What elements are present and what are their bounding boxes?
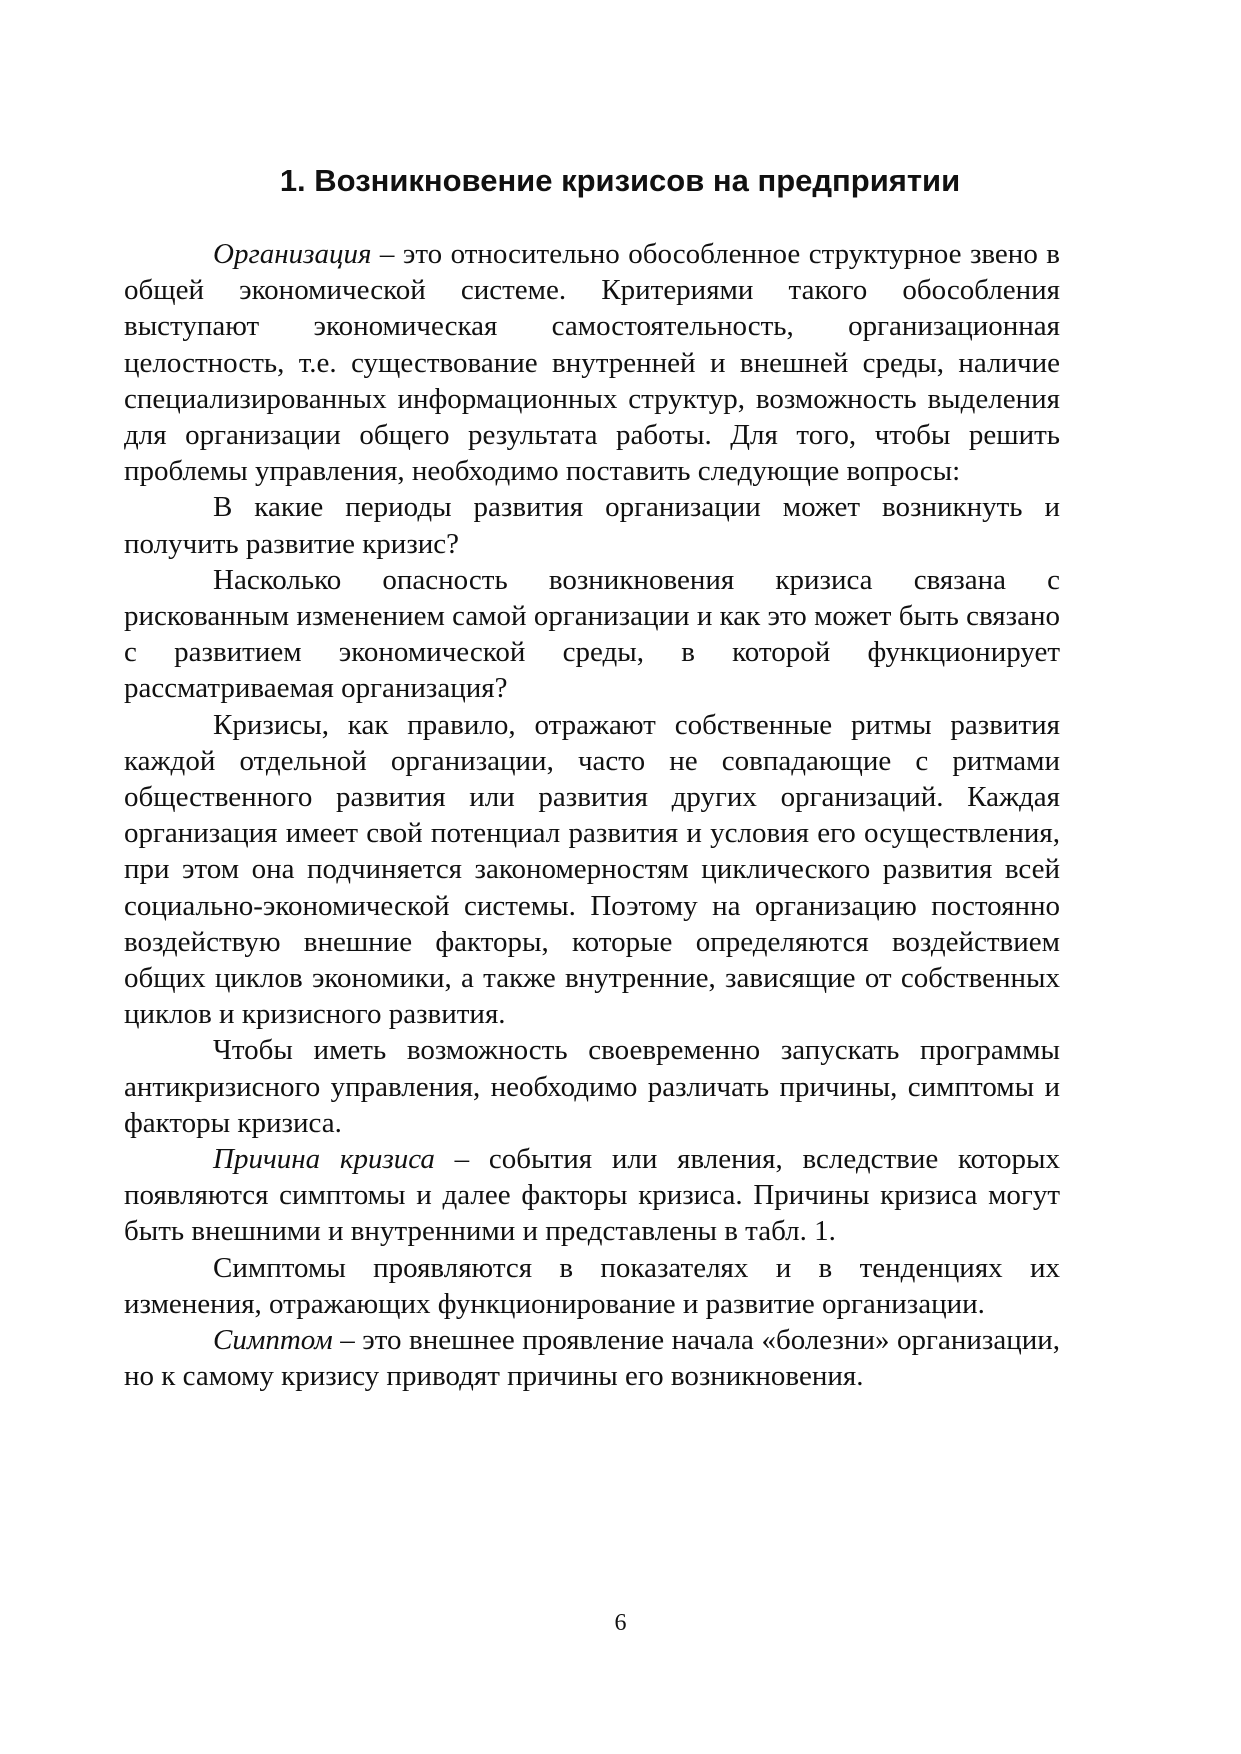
paragraph-text: Симптомы проявляются в показателях и в тенденциях их изменения, отражающих функционирование и развитие организации. — [124, 1251, 1060, 1320]
term-organization: Организация — [213, 238, 372, 270]
paragraph — [124, 1322, 1060, 1394]
paragraph — [124, 1032, 1060, 1141]
paragraph — [124, 1250, 1060, 1322]
paragraph-text: Чтобы иметь возможность своевременно запускать программы антикризисного управления, необходимо различать причины, симптомы и факторы кризиса. — [124, 1034, 1060, 1139]
paragraph — [124, 489, 1060, 561]
page-number: 6 — [614, 1610, 627, 1636]
paragraph-text: Насколько опасность возникновения кризиса связана с рискованным изменением самой организации и как это может быть связано с развитием экономической среды, в которой функционирует рассматриваемая организация? — [124, 563, 1060, 705]
paragraph — [124, 1141, 1060, 1250]
paragraph-text: В какие периоды развития организации может возникнуть и получить развитие кризис? — [124, 491, 1060, 560]
term-crisis-cause: Причина кризиса — [213, 1143, 435, 1176]
body-text — [124, 236, 1060, 1395]
term-symptom: Симптом — [213, 1324, 333, 1357]
paragraph-text: Кризисы, как правило, отражают собственные ритмы развития каждой отдельной организации, часто не совпадающие с ритмами общественного развития или развития других организаций. Каждая организация имеет свой потенциал развития и условия его осуществления, при этом она подчиняется закономерностям циклического развития всей социально-экономической системы. Поэтому на организацию постоянно воздействую внешние факторы, которые определяются воздействием общих циклов экономики, а также внутренние, зависящие от собственных циклов и кризисного развития. — [124, 708, 1060, 1031]
paragraph-text: – это относительно обособленное структурное звено в общей экономической системе. Критериями такого обособления выступают экономическая самостоятельность, организационная целостность, т.е. существование внутренней и внешней среды, наличие специализированных информационных структур, возможность выделения для организации общего результата работы. Для того, чтобы решить проблемы управления, необходимо поставить следующие вопросы: — [124, 238, 1060, 488]
paragraph — [124, 562, 1060, 707]
paragraph — [124, 707, 1060, 1033]
paragraph — [124, 236, 1060, 489]
paragraph-text: – события или явления, вследствие которых появляются симптомы и далее факторы кризиса. Причины кризиса могут быть внешними и внутренними и представлены в табл. 1. — [124, 1143, 1060, 1248]
section-heading: 1. Возникновение кризисов на предприятии — [279, 163, 961, 198]
paragraph-text: – это внешнее проявление начала «болезни» организации, но к самому кризису приводят причины его возникновения. — [124, 1324, 1060, 1393]
